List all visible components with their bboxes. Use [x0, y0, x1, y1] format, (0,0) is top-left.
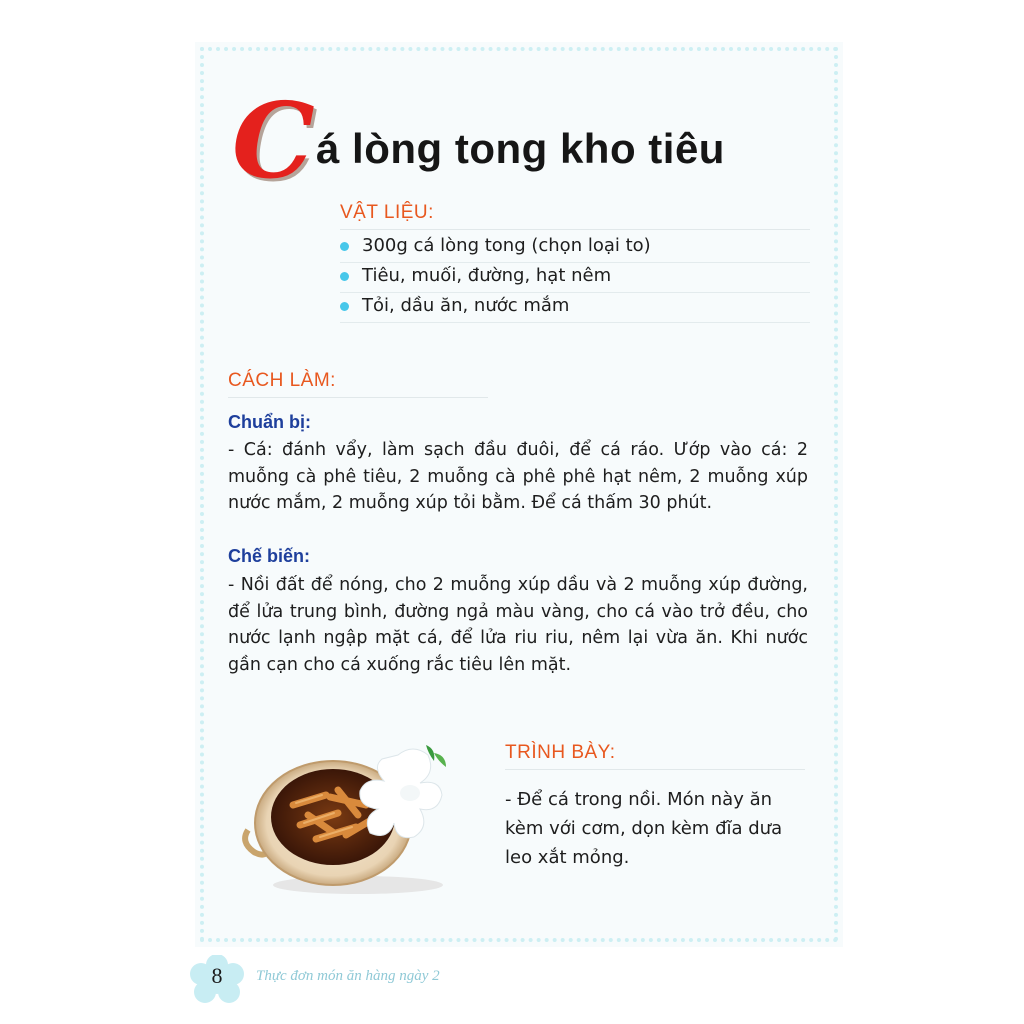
- cook-heading: Chế biến:: [228, 546, 311, 566]
- serving-heading: [505, 742, 616, 764]
- method-heading-text: CÁCH LÀM:: [228, 370, 336, 391]
- method-heading: [228, 370, 336, 392]
- ingredients-list: [340, 233, 810, 323]
- list-item: [340, 293, 810, 323]
- bullet-dot-icon: [340, 302, 349, 311]
- prep-text: - Cá: đánh vẩy, làm sạch đầu đuôi, để cá ráo. Ướp vào cá: 2 muỗng cà phê tiêu, 2 muỗng cà phê phê hạt nêm, 2 muỗng xúp nước mắm, 2 muỗng xúp tỏi bằm. Để cá thấm 30 phút.: [228, 440, 808, 513]
- ingredient-text: Tỏi, dầu ăn, nước mắm: [362, 295, 570, 316]
- list-item: [340, 263, 810, 293]
- list-item: [340, 233, 810, 263]
- serving-text: - Để cá trong nồi. Món này ăn kèm với cơm, dọn kèm đĩa dưa leo xắt mỏng.: [505, 789, 783, 868]
- title-text: á lòng tong kho tiêu: [316, 125, 725, 172]
- serving-heading-rule: [505, 769, 805, 770]
- ingredients-heading: [340, 202, 434, 224]
- ingredients-heading-text: VẬT LIỆU:: [340, 202, 434, 223]
- page-number: 8: [211, 963, 223, 988]
- footer-book-title: Thực đơn món ăn hàng ngày 2: [256, 968, 440, 984]
- clay-pot-fish-dish-illustration: [238, 735, 468, 895]
- recipe-title: [232, 79, 792, 202]
- cook-text: - Nồi đất để nóng, cho 2 muỗng xúp dầu và 2 muỗng xúp đường, để lửa trung bình, đường ngả màu vàng, cho cá vào trở đều, cho nước lạnh ngập mặt cá, để lửa riu riu, nêm lại vừa ăn. Khi nước gần cạn cho cá xuống rắc tiêu lên mặt.: [228, 575, 808, 675]
- serving-heading-text: TRÌNH BÀY:: [505, 742, 616, 763]
- title-initial: C: [232, 79, 315, 202]
- bullet-dot-icon: [340, 242, 349, 251]
- prep-heading: Chuẩn bị:: [228, 412, 311, 432]
- ingredient-text: 300g cá lòng tong (chọn loại to): [362, 235, 651, 256]
- ingredients-heading-rule: [340, 229, 810, 230]
- bullet-dot-icon: [340, 272, 349, 281]
- ingredient-text: Tiêu, muối, đường, hạt nêm: [362, 265, 612, 286]
- method-heading-rule: [228, 397, 488, 398]
